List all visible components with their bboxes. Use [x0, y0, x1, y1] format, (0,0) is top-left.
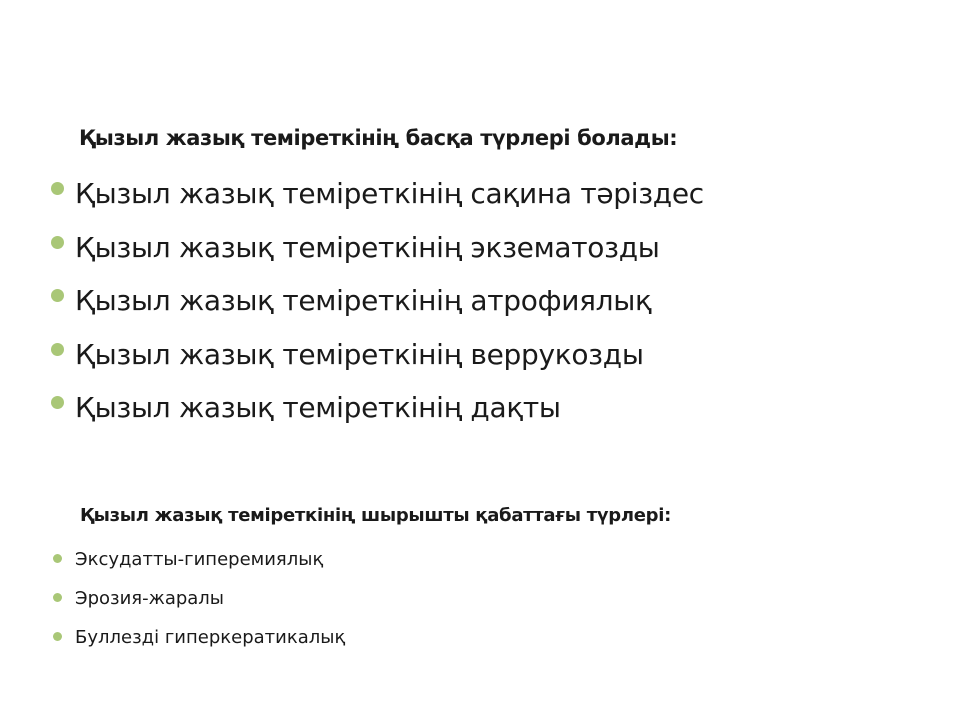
bullet-icon	[51, 343, 64, 356]
list-item	[0, 580, 345, 619]
list-item	[0, 619, 345, 658]
bullet-icon	[53, 593, 62, 602]
list-item-text: Эксудатты-гиперемиялық	[75, 549, 324, 570]
list-item	[0, 384, 704, 438]
bullet-icon	[51, 236, 64, 249]
list-item	[0, 541, 345, 580]
bullet-icon	[51, 289, 64, 302]
list-item	[0, 277, 704, 331]
section-2-list	[0, 541, 345, 658]
section-2-heading: Қызыл жазық теміреткінің шырышты қабаттағы түрлері:	[80, 505, 671, 526]
list-item	[0, 224, 704, 278]
list-item-text: Қызыл жазық теміреткінің дақты	[75, 391, 561, 424]
bullet-icon	[51, 182, 64, 195]
section-1-heading: Қызыл жазық теміреткінің басқа түрлері болады:	[79, 126, 678, 150]
bullet-icon	[53, 554, 62, 563]
list-item-text: Қызыл жазық теміреткінің атрофиялық	[75, 284, 652, 317]
section-1-list	[0, 170, 704, 438]
list-item	[0, 170, 704, 224]
list-item-text: Эрозия-жаралы	[75, 588, 225, 609]
bullet-icon	[51, 396, 64, 409]
list-item-text: Қызыл жазық теміреткінің веррукозды	[75, 337, 644, 371]
list-item-text: Қызыл жазық теміреткінің экзематозды	[75, 230, 660, 264]
list-item	[0, 331, 704, 385]
bullet-icon	[53, 632, 62, 641]
list-item-text: Қызыл жазық теміреткінің сақина тәріздес	[75, 177, 704, 210]
list-item-text: Буллезді гиперкератикалық	[75, 627, 346, 648]
